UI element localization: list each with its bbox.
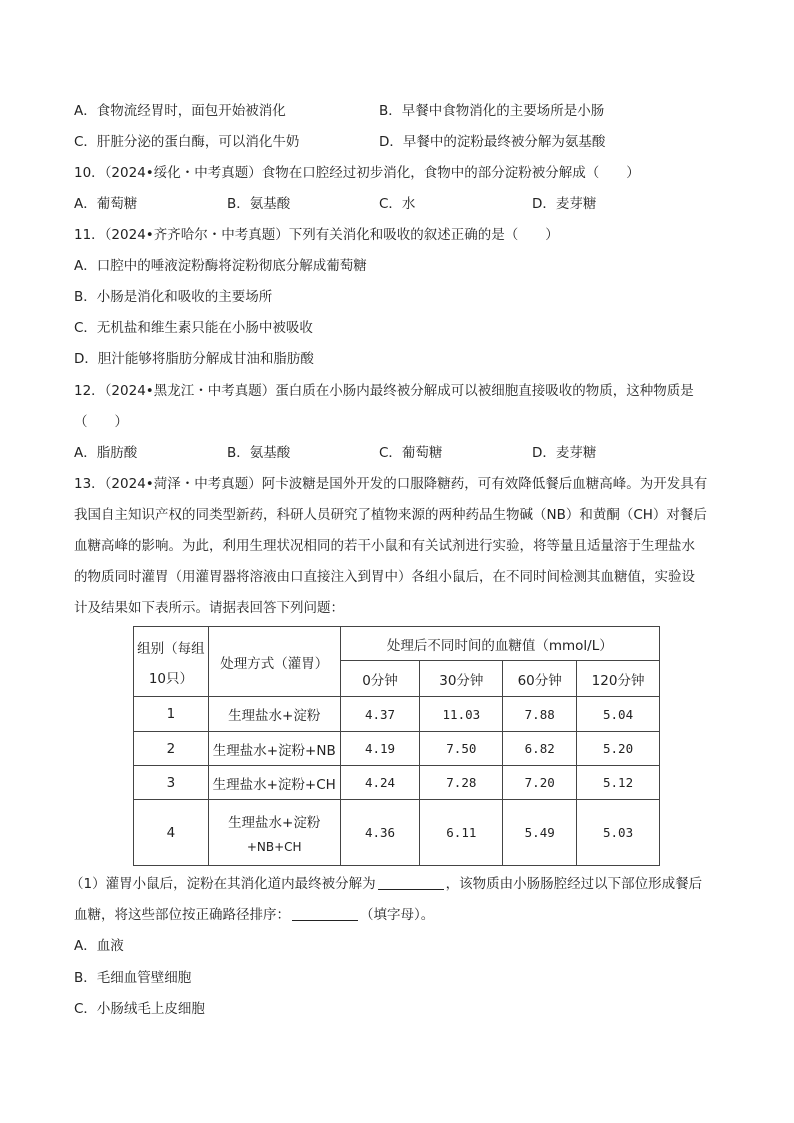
value-cell: 5.20 bbox=[577, 732, 660, 766]
q13-option-a: A．血液 bbox=[74, 938, 124, 954]
q13-option-c: C．小肠绒毛上皮细胞 bbox=[74, 1001, 205, 1017]
q13-stem-line4: 的物质同时灌胃（用灌胃器将溶液由口直接注入到胃中）各组小鼠后，在不同时间检测其血糖值，实验设 bbox=[74, 569, 695, 585]
q12-option-c: C．葡萄糖 bbox=[379, 445, 443, 461]
answer-blank-1[interactable] bbox=[378, 875, 444, 890]
value-cell: 4.37 bbox=[340, 697, 420, 732]
q13-stem-line3: 血糖高峰的影响。为此，利用生理状况相同的若干小鼠和有关试剂进行实验，将等量且适量溶于生理盐水 bbox=[74, 538, 695, 554]
q12-option-a: A．脂肪酸 bbox=[74, 445, 138, 461]
q13-sub1-text-a: （1）灌胃小鼠后，淀粉在其消化道内最终被分解为 bbox=[70, 876, 376, 892]
q13-sub1-text-d: （填字母）。 bbox=[360, 907, 435, 923]
value-cell: 5.12 bbox=[577, 766, 660, 800]
q11-option-d: D．胆汁能够将脂肪分解成甘油和脂肪酸 bbox=[74, 351, 314, 367]
q13-stem-line2: 我国自主知识产权的同类型新药，科研人员研究了植物来源的两种药品生物碱（NB）和黄酮（CH）对餐后 bbox=[74, 507, 707, 523]
q13-option-b: B．毛细血管壁细胞 bbox=[74, 970, 192, 986]
value-cell: 5.04 bbox=[577, 697, 660, 732]
q10-option-b: B．氨基酸 bbox=[227, 196, 291, 212]
q10-stem: 10．（2024•绥化・中考真题）食物在口腔经过初步消化，食物中的部分淀粉被分解成（ ） bbox=[74, 165, 640, 181]
q13-sub1-line1 bbox=[70, 874, 702, 894]
q11-option-b: B．小肠是消化和吸收的主要场所 bbox=[74, 289, 273, 305]
q9-option-b: B．早餐中食物消化的主要场所是小肠 bbox=[379, 103, 605, 119]
time-label: 60分钟 bbox=[503, 661, 577, 697]
value-cell: 4.36 bbox=[340, 800, 420, 866]
q12-stem-line2: （ ） bbox=[74, 414, 128, 430]
q11-option-a: A．口腔中的唾液淀粉酶将淀粉彻底分解成葡萄糖 bbox=[74, 258, 367, 274]
header-values bbox=[340, 627, 659, 661]
q10-option-c: C．水 bbox=[379, 196, 416, 212]
value-cell: 5.03 bbox=[577, 800, 660, 866]
time-label: 30分钟 bbox=[420, 661, 503, 697]
q13-stem-line5: 计及结果如下表所示。请据表回答下列问题： bbox=[74, 600, 344, 616]
table-row bbox=[134, 732, 660, 766]
time-label: 120分钟 bbox=[577, 661, 660, 697]
time-label: 0分钟 bbox=[340, 661, 420, 697]
value-cell: 7.88 bbox=[503, 697, 577, 732]
q9-option-d: D．早餐中的淀粉最终被分解为氨基酸 bbox=[379, 134, 606, 150]
q10-option-a: A．葡萄糖 bbox=[74, 196, 138, 212]
header-values-label: 处理后不同时间的血糖值（mmol/L） bbox=[386, 637, 613, 654]
group-cell: 3 bbox=[134, 766, 209, 800]
q10-option-d: D．麦芽糖 bbox=[532, 196, 597, 212]
table-row bbox=[134, 766, 660, 800]
header-group-line1: 组别（每组 bbox=[137, 640, 205, 657]
method-line1: 生理盐水+淀粉 bbox=[228, 815, 321, 831]
method-cell: 生理盐水+淀粉+NB bbox=[208, 732, 340, 766]
group-cell: 1 bbox=[134, 697, 209, 732]
q12-option-d: D．麦芽糖 bbox=[532, 445, 597, 461]
header-method: 处理方式（灌胃） bbox=[208, 627, 340, 697]
q13-sub1-text-b: ，该物质由小肠肠腔经过以下部位形成餐后 bbox=[445, 876, 703, 892]
q12-stem-line1: 12．（2024•黑龙江・中考真题）蛋白质在小肠内最终被分解成可以被细胞直接吸收的物质，这种物质是 bbox=[74, 383, 694, 399]
q12-option-b: B．氨基酸 bbox=[227, 445, 291, 461]
value-cell: 7.50 bbox=[420, 732, 503, 766]
method-cell bbox=[208, 800, 340, 866]
value-cell: 4.24 bbox=[340, 766, 420, 800]
value-cell: 6.11 bbox=[420, 800, 503, 866]
value-cell: 6.82 bbox=[503, 732, 577, 766]
q13-stem-line1: 13．（2024•菏泽・中考真题）阿卡波糖是国外开发的口服降糖药，可有效降低餐后血糖高峰。为开发具有 bbox=[74, 476, 708, 492]
header-group bbox=[134, 627, 209, 697]
value-cell: 7.20 bbox=[503, 766, 577, 800]
q9-option-c: C．肝脏分泌的蛋白酶，可以消化牛奶 bbox=[74, 134, 300, 150]
table-row bbox=[134, 800, 660, 866]
q13-sub1-text-c: 血糖，将这些部位按正确路径排序： bbox=[74, 907, 290, 923]
value-cell: 7.28 bbox=[420, 766, 503, 800]
q13-sub1-line2 bbox=[74, 905, 434, 925]
value-cell: 5.49 bbox=[503, 800, 577, 866]
value-cell: 4.19 bbox=[340, 732, 420, 766]
q11-option-c: C．无机盐和维生素只能在小肠中被吸收 bbox=[74, 320, 313, 336]
header-group-line2: 10只） bbox=[148, 670, 194, 687]
method-line2: +NB+CH bbox=[246, 840, 302, 854]
blood-glucose-table bbox=[133, 626, 660, 866]
table-row bbox=[134, 697, 660, 732]
method-cell: 生理盐水+淀粉 bbox=[208, 697, 340, 732]
q11-stem: 11．（2024•齐齐哈尔・中考真题）下列有关消化和吸收的叙述正确的是（ ） bbox=[74, 227, 559, 243]
method-cell: 生理盐水+淀粉+CH bbox=[208, 766, 340, 800]
value-cell: 11.03 bbox=[420, 697, 503, 732]
answer-blank-2[interactable] bbox=[292, 906, 358, 921]
group-cell: 4 bbox=[134, 800, 209, 866]
group-cell: 2 bbox=[134, 732, 209, 766]
q9-option-a: A．食物流经胃时，面包开始被消化 bbox=[74, 103, 286, 119]
